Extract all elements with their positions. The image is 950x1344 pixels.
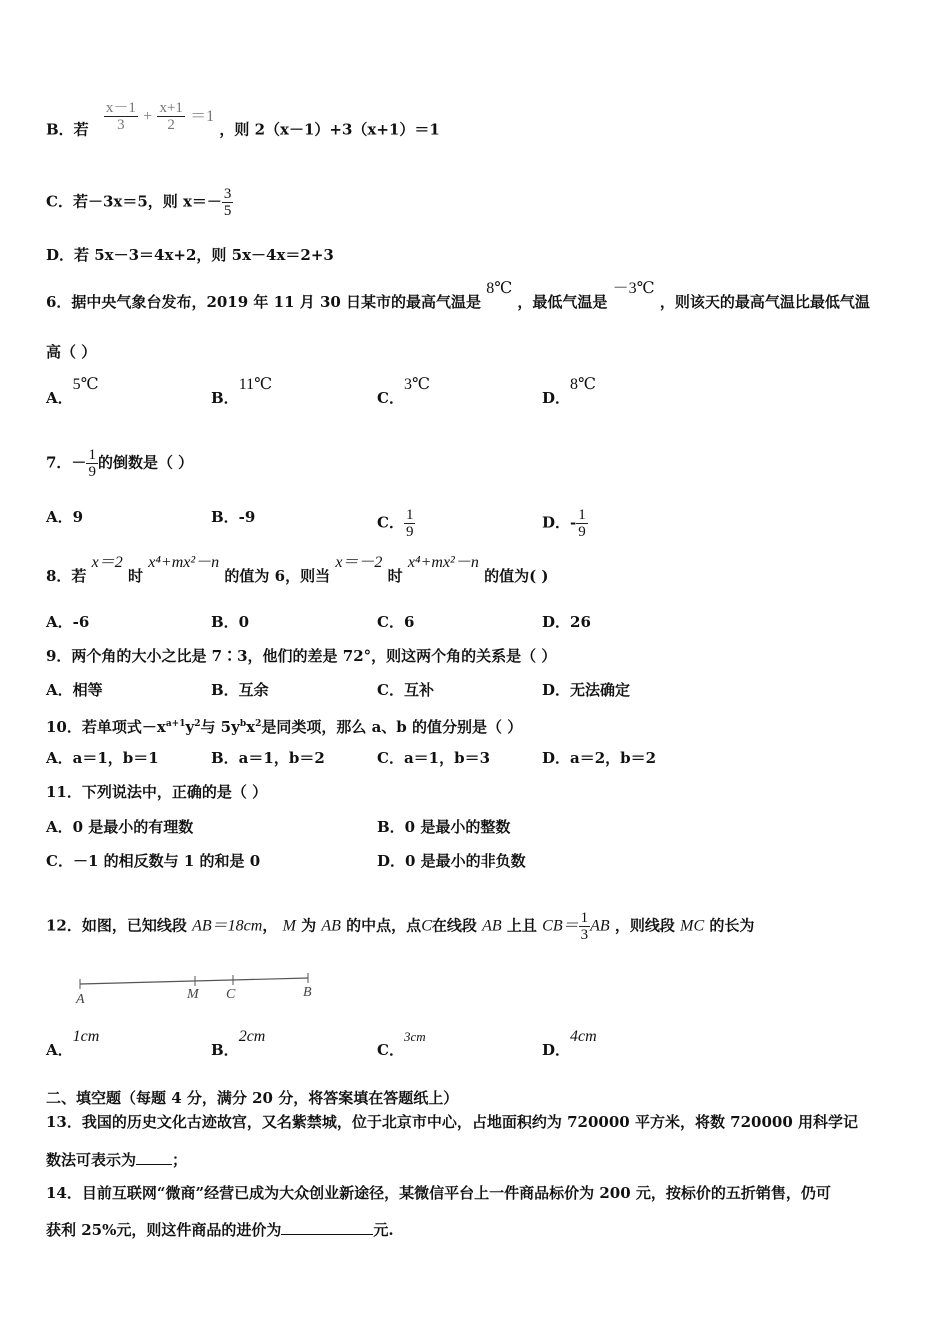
q10-option-b[interactable]: B．a＝1，b＝2 [211,749,325,767]
q9-option-b[interactable]: B．互余 [211,681,269,699]
label-a: A [76,992,85,1007]
q5-b-label: B．若 [46,120,89,139]
q9-stem: 9．两个角的大小之比是 7∶3，他们的差是 72°，则这两个角的关系是（ ） [46,647,557,665]
q8-option-c[interactable]: C．6 [377,613,415,631]
q6-stem-a: 6．据中央气象台发布，2019 年 11 月 30 日某市的最高气温是 [46,293,482,311]
q5-b-plus: + [143,107,153,125]
q7-post: 的倒数是（ ） [97,453,194,472]
q9-option-a[interactable]: A．相等 [46,681,103,699]
q7-option-c[interactable]: C． $\frac{1}{9}$ [377,507,414,540]
q7-stem [46,447,193,480]
q5-b-frac1: $\frac{x-1}{3}$ [105,100,136,133]
label-b: B [303,985,312,1000]
q12-option-c[interactable]: C．3cm [377,1029,426,1059]
q7-frac: $\frac{1}{9}$ [88,447,96,480]
q10-option-c[interactable]: C．a＝1，b＝3 [377,749,491,767]
q13-line1: 13．我国的历史文化古迹故宫，又名紫禁城，位于北京市中心，占地面积约为 720000 平方米，将数 720000 用科学记 [46,1113,859,1131]
q10-option-d[interactable]: D．a＝2，b＝2 [542,749,657,767]
q8-expr2: x⁴+mx²－n [407,554,479,571]
q12-stem: 12．如图，已知线段 AB＝18cm， M 为 AB 的中点，点C在线段 AB 上且 CB＝ $\frac{1}{3}$ AB ，则线段 MC 的长为 [46,910,755,943]
q7-pre: 7．－ [46,453,87,472]
q8-stem: 8．若 x＝2 时 x⁴+mx²－n 的值为 6，则当 x＝－2 时 x⁴+mx²－n 的值为( ) [46,554,549,585]
q11-option-b[interactable]: B．0 是最小的整数 [377,818,511,836]
q5-c-label: C．若－3x＝5，则 x＝－ [46,192,222,211]
label-m: M [187,987,199,1002]
q6-option-c[interactable]: C．3℃ [377,376,430,407]
q11-option-d[interactable]: D．0 是最小的非负数 [377,852,526,870]
q8-option-d[interactable]: D．26 [542,613,591,631]
q6-stem [46,280,870,313]
q8-cond2: x＝－2 [335,554,383,571]
q14-line2: 获利 25%元，则这件商品的进价为 元. [46,1221,394,1239]
q6-option-a[interactable]: A．5℃ [46,376,99,407]
q6-low-temp: －3℃ [612,280,655,297]
segment-ab-line [80,978,308,984]
q14-answer-blank[interactable] [281,1220,373,1235]
q5-option-d: D．若 5x－3＝4x+2，则 5x－4x＝2+3 [46,246,334,264]
q5-c-frac: $\frac{3}{5}$ [223,186,232,219]
q8-expr1: x⁴+mx²－n [148,554,220,571]
q13-line2: 数法可表示为 ； [46,1151,188,1169]
q6-stem-cont: 高（ ） [46,343,97,361]
q6-option-d[interactable]: D．8℃ [542,376,596,407]
q12-option-d[interactable]: D．4cm [542,1028,597,1059]
q10-stem: 10．若单项式$-x^{a+1}y^2$与 $5y^bx^2$是同类项，那么 a、b 的值分别是（ ） [46,718,523,736]
q11-option-a[interactable]: A．0 是最小的有理数 [46,818,194,836]
q6-option-b[interactable]: B．11℃ [211,376,272,407]
q5-b-eq: ＝1 [190,107,215,125]
q8-cond1: x＝2 [91,554,123,571]
section-heading-fill-in: 二、填空题（每题 4 分，满分 20 分，将答案填在答题纸上） [46,1089,459,1107]
label-c: C [226,987,236,1002]
q7-option-b[interactable]: B．-9 [211,508,256,526]
q11-stem: 11．下列说法中，正确的是（ ） [46,783,268,801]
q5-b-frac2: $\frac{x+1}{2}$ [159,100,183,133]
q9-option-c[interactable]: C．互补 [377,681,434,699]
q10-option-a[interactable]: A．a＝1，b＝1 [46,749,159,767]
q8-option-b[interactable]: B．0 [211,613,250,631]
q9-option-d[interactable]: D．无法确定 [542,681,631,699]
q5-b-rest: ，则 2（x－1）+3（x+1）＝1 [219,120,440,139]
q6-stem-c: ，则该天的最高气温比最低气温 [659,293,870,311]
q13-answer-blank[interactable] [136,1150,172,1165]
q12-option-a[interactable]: A．1cm [46,1028,100,1059]
q5-option-c [46,186,233,219]
q14-line1: 14．目前互联网“微商”经营已成为大众创业新途径，某微信平台上一件商品标价为 200 元，按标价的五折销售，仍可 [46,1184,831,1202]
q8-option-a[interactable]: A．-6 [46,613,90,631]
q12-option-b[interactable]: B．2cm [211,1028,266,1059]
q7-option-d[interactable]: D．- $\frac{1}{9}$ [542,507,586,540]
q12-segment-figure [70,970,330,1010]
q12-ab-length: AB＝18cm [192,917,263,935]
q6-stem-b: ，最低气温是 [517,293,608,311]
q5-option-b [46,100,440,147]
q12-frac: $\frac{1}{3}$ [580,910,589,943]
q6-high-temp: 8℃ [486,280,513,297]
q11-option-c[interactable]: C．－1 的相反数与 1 的和是 0 [46,852,261,870]
q7-option-a[interactable]: A．9 [46,508,84,526]
